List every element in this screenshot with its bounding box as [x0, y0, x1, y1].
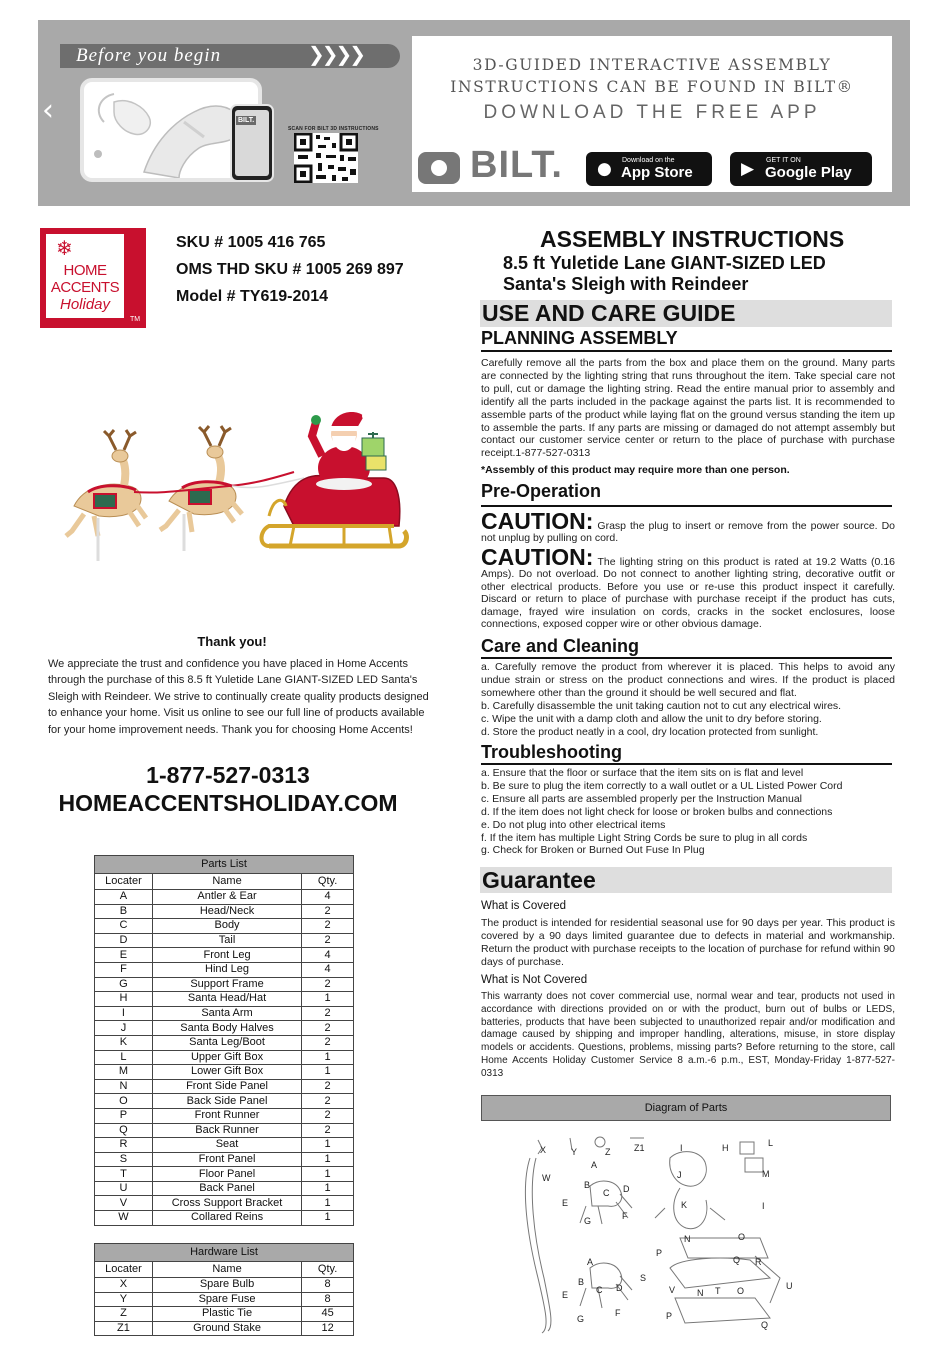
- apple-icon: ●: [597, 159, 612, 179]
- diagram-label: B: [578, 1277, 585, 1287]
- list-item: e. Do not plug into other electrical items: [481, 818, 666, 831]
- assembly-note: *Assembly of this product may require more than one person.: [481, 464, 790, 476]
- qty-cell: 45: [302, 1307, 354, 1322]
- qty-cell: 2: [302, 1035, 354, 1050]
- diagram-label: Z1: [634, 1143, 645, 1153]
- locater-cell: D: [95, 933, 153, 948]
- name-cell: Cross Support Bracket: [152, 1196, 301, 1211]
- diagram-label: N: [684, 1234, 691, 1244]
- column-header-name: Name: [152, 1262, 301, 1278]
- locater-cell: X: [95, 1278, 153, 1293]
- qty-cell: 2: [302, 1006, 354, 1021]
- diagram-label: D: [623, 1184, 630, 1194]
- diagram-label: I: [762, 1201, 765, 1211]
- locater-cell: W: [95, 1211, 153, 1226]
- name-cell: Front Runner: [152, 1108, 301, 1123]
- diagram-label: L: [768, 1138, 774, 1148]
- qty-cell: 2: [302, 1123, 354, 1138]
- phone-illustration: [230, 104, 274, 182]
- locater-cell: G: [95, 977, 153, 992]
- name-cell: Ground Stake: [152, 1321, 301, 1336]
- name-cell: Santa Body Halves: [152, 1021, 301, 1036]
- diagram-label: I: [680, 1143, 683, 1153]
- locater-cell: L: [95, 1050, 153, 1065]
- name-cell: Santa Arm: [152, 1006, 301, 1021]
- qty-cell: 2: [302, 904, 354, 919]
- what-is-covered-heading: What is Covered: [481, 900, 567, 912]
- planning-assembly-paragraph: Carefully remove all the parts from the box and place them on the ground. Many parts are connected by the lighting string that runs throughout the item. Take special care not to pull, cut or damage the lighting string. Read the entire manual prior to assembly and identify all the parts included in the package against the parts list. It is recommended to assemble parts of the product while laying flat on the ground versus standing the item up to assemble the parts. If any parts are missing or damaged do not attempt assembly but contact our customer service center or return to the place of purchase with purchase receipt.1-877-527-0313: [481, 357, 895, 460]
- table-row: [95, 1065, 354, 1080]
- parts-list-caption: Parts List: [95, 856, 354, 874]
- diagram-label: J: [677, 1170, 682, 1180]
- diagram-label: R: [755, 1257, 762, 1267]
- app-store-label: App Store: [621, 164, 693, 181]
- diagram-label: U: [786, 1281, 793, 1291]
- name-cell: Collared Reins: [152, 1211, 301, 1226]
- list-item: a. Ensure that the floor or surface that the item sits on is flat and level: [481, 767, 804, 779]
- qty-cell: 8: [302, 1292, 354, 1307]
- column-header-locater: Locater: [95, 1262, 153, 1278]
- list-item: a. Carefully remove the product from wherever it is placed. This helps to avoid any undue strain or stress on the product connections and wires. If the product is placed somewhere other than the ground it should be well secured and flat.: [481, 661, 895, 699]
- name-cell: Floor Panel: [152, 1167, 301, 1182]
- qty-cell: 1: [302, 1181, 354, 1196]
- hardware-list-table: [94, 1243, 354, 1336]
- diagram-label: Q: [733, 1255, 741, 1265]
- snowflake-icon: ❄: [56, 236, 73, 260]
- diagram-label: X: [540, 1145, 547, 1155]
- name-cell: Hind Leg: [152, 962, 301, 977]
- what-is-not-covered-paragraph: This warranty does not cover commercial use, normal wear and tear, products not used in accordance with directions provided on or with the product, burn out of bulbs or LEDS, batteries, products that have been subjected to unauthorized repair and/or modification and damage caused by shipping and improper handling, alterations, misuse, in store display models or accidents. Questions, problems, missing parts? Before returning to the store, call Home Accents Holiday Customer Service 8 a.m.-6 p.m., EST, Monday-Friday 1-877-527-0313: [481, 991, 895, 1079]
- thank-you-heading: Thank you!: [197, 634, 267, 649]
- assembly-instructions-title: ASSEMBLY INSTRUCTIONS: [540, 226, 845, 252]
- diagram-label: T: [715, 1286, 721, 1296]
- what-is-not-covered-heading: What is Not Covered: [481, 974, 588, 986]
- home-accents-holiday-logo: [40, 228, 146, 328]
- qty-cell: 1: [302, 1167, 354, 1182]
- name-cell: Santa Leg/Boot: [152, 1035, 301, 1050]
- diagram-label: O: [738, 1232, 746, 1242]
- name-cell: Back Panel: [152, 1181, 301, 1196]
- name-cell: Front Leg: [152, 948, 301, 963]
- app-store-button[interactable]: [586, 152, 712, 186]
- bilt-promo-line-2: INSTRUCTIONS CAN BE FOUND IN BILT®: [450, 78, 854, 96]
- qty-cell: 2: [302, 1079, 354, 1094]
- diagram-label: Z: [605, 1147, 611, 1157]
- oms-sku-number: OMS THD SKU # 1005 269 897: [176, 261, 404, 278]
- diagram-label: W: [542, 1173, 551, 1183]
- diagram-label: P: [656, 1248, 663, 1258]
- diagram-label: H: [722, 1143, 729, 1153]
- qty-cell: 12: [302, 1321, 354, 1336]
- table-row: [95, 1006, 354, 1021]
- list-item: c. Wipe the unit with a damp cloth and allow the unit to dry before storing.: [481, 712, 822, 725]
- what-is-covered-paragraph: The product is intended for residential seasonal use for 90 days per year. This product is covered by a 90 days limited guarantee due to defects in material and workmanship. Return the product with purchase receipts to the location of purchase for refund within 90 days of purchase.: [481, 917, 895, 968]
- table-row: [95, 1181, 354, 1196]
- product-name: 8.5 ft Yuletide Lane GIANT-SIZED LED Santa's Sleigh with Reindeer: [503, 253, 826, 294]
- table-row: [95, 1050, 354, 1065]
- bilt-promo-line-3: DOWNLOAD THE FREE APP: [483, 102, 821, 123]
- diagram-label: F: [615, 1308, 621, 1318]
- name-cell: Lower Gift Box: [152, 1065, 301, 1080]
- diagram-label: E: [562, 1198, 569, 1208]
- column-header-name: Name: [152, 874, 301, 890]
- locater-cell: I: [95, 1006, 153, 1021]
- qty-cell: 1: [302, 1138, 354, 1153]
- locater-cell: P: [95, 1108, 153, 1123]
- chevron-right-icon: ❯❯❯❯: [308, 42, 364, 66]
- scan-label: SCAN FOR BILT 3D INSTRUCTIONS: [288, 126, 379, 132]
- diagram-label: S: [640, 1273, 647, 1283]
- table-row: [95, 1123, 354, 1138]
- qty-cell: 1: [302, 1196, 354, 1211]
- caution-label: CAUTION:: [481, 508, 594, 534]
- name-cell: Tail: [152, 933, 301, 948]
- reindeer-left: [66, 430, 146, 561]
- guarantee-heading: Guarantee: [480, 867, 892, 893]
- use-and-care-heading: USE AND CARE GUIDE: [480, 300, 892, 327]
- column-header-qty: Qty.: [302, 1262, 354, 1278]
- diagram-label: A: [591, 1160, 598, 1170]
- parts-list-table: [94, 855, 354, 1226]
- diagram-label: E: [562, 1290, 569, 1300]
- website-link[interactable]: HOMEACCENTSHOLIDAY.COM: [58, 790, 398, 816]
- table-row: [95, 1021, 354, 1036]
- diagram-label: K: [681, 1200, 688, 1210]
- table-row: [95, 1307, 354, 1322]
- qty-cell: 4: [302, 962, 354, 977]
- table-row: [95, 992, 354, 1007]
- qty-cell: 1: [302, 1065, 354, 1080]
- name-cell: Seat: [152, 1138, 301, 1153]
- qty-cell: 2: [302, 977, 354, 992]
- google-play-button[interactable]: [730, 152, 872, 186]
- name-cell: Head/Neck: [152, 904, 301, 919]
- caution-plug: [481, 510, 895, 545]
- diagram-label: G: [577, 1314, 585, 1324]
- google-play-small-label: GET IT ON: [766, 157, 801, 164]
- diagram-label: P: [666, 1311, 673, 1321]
- bilt-banner: [38, 20, 910, 206]
- list-item: b. Be sure to plug the item correctly to a wall outlet or a UL Listed Power Cord: [481, 779, 843, 792]
- table-row: [95, 948, 354, 963]
- table-row: [95, 933, 354, 948]
- thank-you-paragraph: We appreciate the trust and confidence you have placed in Home Accents through the purchase of this 8.5 ft Yuletide Lane GIANT-SIZED LED Santa's Sleigh with Reindeer. We strive to continually create quality products designed to enhance your home. Visit us online to see our full line of products available for your home improvement needs. Thank you for choosing Home Accents!: [48, 658, 429, 736]
- locater-cell: E: [95, 948, 153, 963]
- qty-cell: 2: [302, 1021, 354, 1036]
- name-cell: Body: [152, 919, 301, 934]
- name-cell: Back Side Panel: [152, 1094, 301, 1109]
- qty-cell: 1: [302, 992, 354, 1007]
- qr-code[interactable]: [294, 133, 358, 183]
- before-you-begin-label: Before you begin: [76, 45, 222, 66]
- diagram-label: C: [596, 1285, 603, 1295]
- name-cell: Support Frame: [152, 977, 301, 992]
- qty-cell: 1: [302, 1211, 354, 1226]
- name-cell: Spare Bulb: [152, 1278, 301, 1293]
- table-row: [95, 1108, 354, 1123]
- troubleshooting-heading: Troubleshooting: [481, 742, 892, 765]
- name-cell: Antler & Ear: [152, 890, 301, 905]
- list-item: b. Carefully disassemble the unit taking caution not to cut any electrical wires.: [481, 699, 842, 712]
- locater-cell: H: [95, 992, 153, 1007]
- locater-cell: T: [95, 1167, 153, 1182]
- list-item: c. Ensure all parts are assembled properly per the Instruction Manual: [481, 792, 802, 805]
- qty-cell: 1: [302, 1050, 354, 1065]
- qty-cell: 1: [302, 1152, 354, 1167]
- list-item: d. If the item does not light check for loose or broken bulbs and connections: [481, 805, 833, 818]
- diagram-label: Y: [571, 1147, 578, 1157]
- planning-assembly-heading: PLANNING ASSEMBLY: [481, 328, 892, 352]
- table-row: [95, 1152, 354, 1167]
- name-cell: Front Panel: [152, 1152, 301, 1167]
- phone-app-title: BILT.: [238, 117, 255, 124]
- logo-line-2: ACCENTS: [50, 279, 120, 296]
- table-row: [95, 1094, 354, 1109]
- locater-cell: Z: [95, 1307, 153, 1322]
- app-store-small-label: Download on the: [622, 157, 675, 164]
- table-row: [95, 1321, 354, 1336]
- bilt-promo: [412, 36, 892, 192]
- sku-number: SKU # 1005 416 765: [176, 234, 326, 251]
- troubleshooting-list: [481, 767, 895, 857]
- parts-diagram: [520, 1128, 800, 1338]
- locater-cell: Y: [95, 1292, 153, 1307]
- table-row: [95, 1035, 354, 1050]
- locater-cell: N: [95, 1079, 153, 1094]
- logo-line-1: HOME: [63, 262, 107, 279]
- caution-rating-text: The lighting string on this product is rated at 19.2 Watts (0.16 Amps). Do not overload. Do not connect to another lighting string, decorative outfit or other electrical products. Before you use or re-use this product inspect it carefully. Discard or return to place of purchase with purchase receipt if the product has cuts, damage, frayed wire insulation on cords, cracks in the socket enclosures, loose connections, exposed copper wire or other obvious damage.: [481, 556, 895, 631]
- table-row: [95, 1138, 354, 1153]
- logo-line-3: Holiday: [59, 296, 111, 313]
- qty-cell: 8: [302, 1278, 354, 1293]
- qty-cell: 2: [302, 1094, 354, 1109]
- google-play-label: Google Play: [765, 164, 852, 181]
- name-cell: Upper Gift Box: [152, 1050, 301, 1065]
- play-icon: ▶: [741, 159, 755, 179]
- qty-cell: 4: [302, 890, 354, 905]
- table-row: [95, 962, 354, 977]
- table-row: [95, 1292, 354, 1307]
- qty-cell: 2: [302, 919, 354, 934]
- care-and-cleaning-heading: Care and Cleaning: [481, 636, 892, 659]
- diagram-label: D: [616, 1283, 623, 1293]
- locater-cell: F: [95, 962, 153, 977]
- locater-cell: C: [95, 919, 153, 934]
- list-item: d. Store the product neatly in a cool, dry location protected from sunlight.: [481, 725, 819, 738]
- column-header-qty: Qty.: [302, 874, 354, 890]
- hardware-list-caption: Hardware List: [95, 1244, 354, 1262]
- diagram-label: V: [669, 1285, 676, 1295]
- locater-cell: R: [95, 1138, 153, 1153]
- locater-cell: U: [95, 1181, 153, 1196]
- qty-cell: 2: [302, 933, 354, 948]
- column-header-locater: Locater: [95, 874, 153, 890]
- diagram-label: C: [603, 1188, 610, 1198]
- caution-plug-text: Grasp the plug to insert or remove from the power source. Do not unplug by pulling on cord.: [481, 520, 895, 545]
- name-cell: Spare Fuse: [152, 1292, 301, 1307]
- locater-cell: S: [95, 1152, 153, 1167]
- bilt-logo-text: BILT.: [470, 144, 563, 186]
- locater-cell: B: [95, 904, 153, 919]
- caution-label: CAUTION:: [481, 544, 594, 570]
- locater-cell: J: [95, 1021, 153, 1036]
- table-row: [95, 919, 354, 934]
- table-row: [95, 1196, 354, 1211]
- qty-cell: 2: [302, 1108, 354, 1123]
- locater-cell: Z1: [95, 1321, 153, 1336]
- table-row: [95, 977, 354, 992]
- locater-cell: V: [95, 1196, 153, 1211]
- locater-cell: K: [95, 1035, 153, 1050]
- diagram-label: M: [762, 1169, 770, 1179]
- care-and-cleaning-list: [481, 661, 895, 738]
- diagram-label: N: [697, 1288, 704, 1298]
- diagram-label: O: [737, 1286, 745, 1296]
- logo-inner: [46, 234, 124, 318]
- diagram-label: A: [587, 1257, 594, 1267]
- table-row: [95, 904, 354, 919]
- name-cell: Front Side Panel: [152, 1079, 301, 1094]
- trademark-label: TM: [130, 316, 141, 323]
- table-row: [95, 890, 354, 905]
- diagram-label: B: [584, 1180, 591, 1190]
- prev-arrow-icon[interactable]: ‹: [42, 93, 54, 128]
- locater-cell: M: [95, 1065, 153, 1080]
- locater-cell: Q: [95, 1123, 153, 1138]
- model-number: Model # TY619-2014: [176, 288, 329, 305]
- table-row: [95, 1211, 354, 1226]
- locater-cell: O: [95, 1094, 153, 1109]
- name-cell: Plastic Tie: [152, 1307, 301, 1322]
- locater-cell: A: [95, 890, 153, 905]
- diagram-of-parts-caption: Diagram of Parts: [481, 1095, 891, 1121]
- table-row: [95, 1278, 354, 1293]
- list-item: g. Check for Broken or Burned Out Fuse In Plug: [481, 844, 705, 857]
- customer-service-phone[interactable]: 1-877-527-0313: [146, 762, 310, 788]
- diagram-label: Q: [761, 1320, 769, 1330]
- diagram-label: F: [622, 1211, 628, 1221]
- table-row: [95, 1167, 354, 1182]
- pre-operation-heading: Pre-Operation: [481, 481, 892, 507]
- qty-cell: 4: [302, 948, 354, 963]
- santa-sleigh-product-image: [54, 386, 410, 578]
- caution-rating: [481, 546, 895, 630]
- diagram-label: G: [584, 1216, 592, 1226]
- bilt-logo-icon: [418, 152, 460, 184]
- name-cell: Santa Head/Hat: [152, 992, 301, 1007]
- bilt-promo-line-1: 3D-GUIDED INTERACTIVE ASSEMBLY: [472, 56, 832, 74]
- name-cell: Back Runner: [152, 1123, 301, 1138]
- list-item: f. If the item has multiple Light String Cords be sure to plug in all cords: [481, 831, 808, 844]
- table-row: [95, 1079, 354, 1094]
